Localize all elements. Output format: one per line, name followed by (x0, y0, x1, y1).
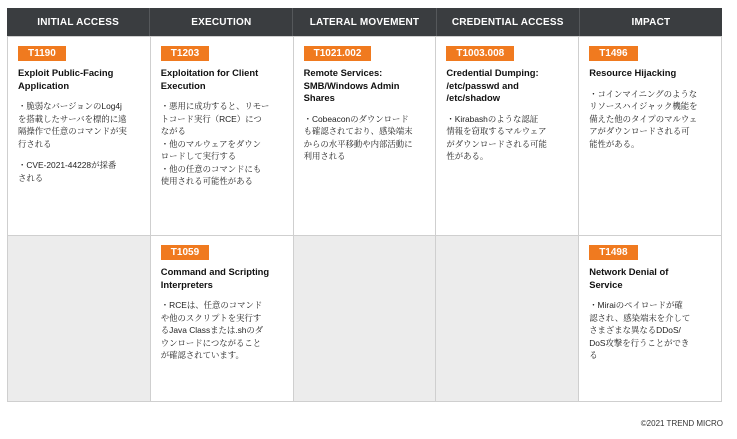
technique-cell (579, 235, 722, 401)
technique-title: Command and Scripting Interpreters (160, 266, 270, 290)
technique-id-badge: T1021.002 (304, 46, 372, 61)
technique-description: ・CVE-2021-44228が採番 される (18, 160, 117, 183)
header-lateral-movement: LATERAL MOVEMENT (293, 8, 436, 36)
technique-cell (579, 36, 722, 235)
technique-title: Credential Dumping: /etc/passwd and /etc/shadow (446, 67, 539, 103)
technique-cell (151, 36, 294, 235)
mitre-attack-matrix (7, 8, 722, 402)
technique-cell (151, 235, 294, 401)
technique-description: ・Cobeaconのダウンロード も確認されており、感染端末 からの水平移動や内部活動に 利用される (303, 113, 413, 161)
technique-id-badge: T1059 (161, 245, 209, 260)
copyright: ©2021 TREND MICRO (640, 419, 723, 428)
technique-title: Exploitation for Client Execution (160, 67, 259, 91)
header-execution: EXECUTION (150, 8, 293, 36)
tactic-header-row (7, 8, 722, 36)
header-initial-access: INITIAL ACCESS (7, 8, 150, 36)
technique-description: ・コインマイニングのような リソースハイジャック機能を 備えた他のタイプのマルウェ アがダウンロードされる可 能性がある。 (589, 88, 698, 149)
technique-cell (294, 36, 437, 235)
technique-title: Remote Services: SMB/Windows Admin Shares (303, 67, 400, 103)
header-credential-access: CREDENTIAL ACCESS (437, 8, 580, 36)
technique-title: Network Denial of Service (589, 266, 669, 290)
empty-cell (294, 235, 437, 401)
technique-description: ・悪用に成功すると、リモー トコード実行（RCE）につ ながる ・他のマルウェアをダウン ロードして実行する ・他の任意のコマンドにも 使用される可能性がある (160, 101, 270, 186)
technique-id-badge: T1003.008 (446, 46, 514, 61)
technique-title: Exploit Public-Facing Application (18, 67, 114, 91)
technique-description: ・RCEは、任意のコマンド や他のスクリプトを実行す るJava Classまたは.shのダ ウンロードにつながること が確認されています。 (160, 300, 264, 360)
technique-id-badge: T1203 (161, 46, 209, 61)
technique-cell (436, 36, 579, 235)
header-impact: IMPACT (631, 16, 671, 28)
technique-id-badge: T1498 (589, 245, 637, 260)
technique-description: ・脆弱なバージョンのLog4j を搭載したサーバを標的に遠 隔操作で任意のコマンドが実 行される (18, 101, 127, 149)
technique-id-badge: T1190 (18, 46, 66, 61)
technique-description: ・Miraiのペイロードが確 認され、感染端末を介して さまざまな異なるDDoS/ DoS攻撃を行うことができ る (589, 300, 691, 360)
technique-description: ・Kirabashのような認証 情報を窃取するマルウェア がダウンロードされる可能 性がある。 (446, 113, 547, 161)
technique-cell (8, 36, 151, 235)
empty-cell (8, 235, 151, 401)
empty-cell (436, 235, 579, 401)
technique-id-badge: T1496 (589, 46, 637, 61)
technique-grid (7, 36, 722, 402)
technique-title: Resource Hijacking (589, 67, 677, 78)
